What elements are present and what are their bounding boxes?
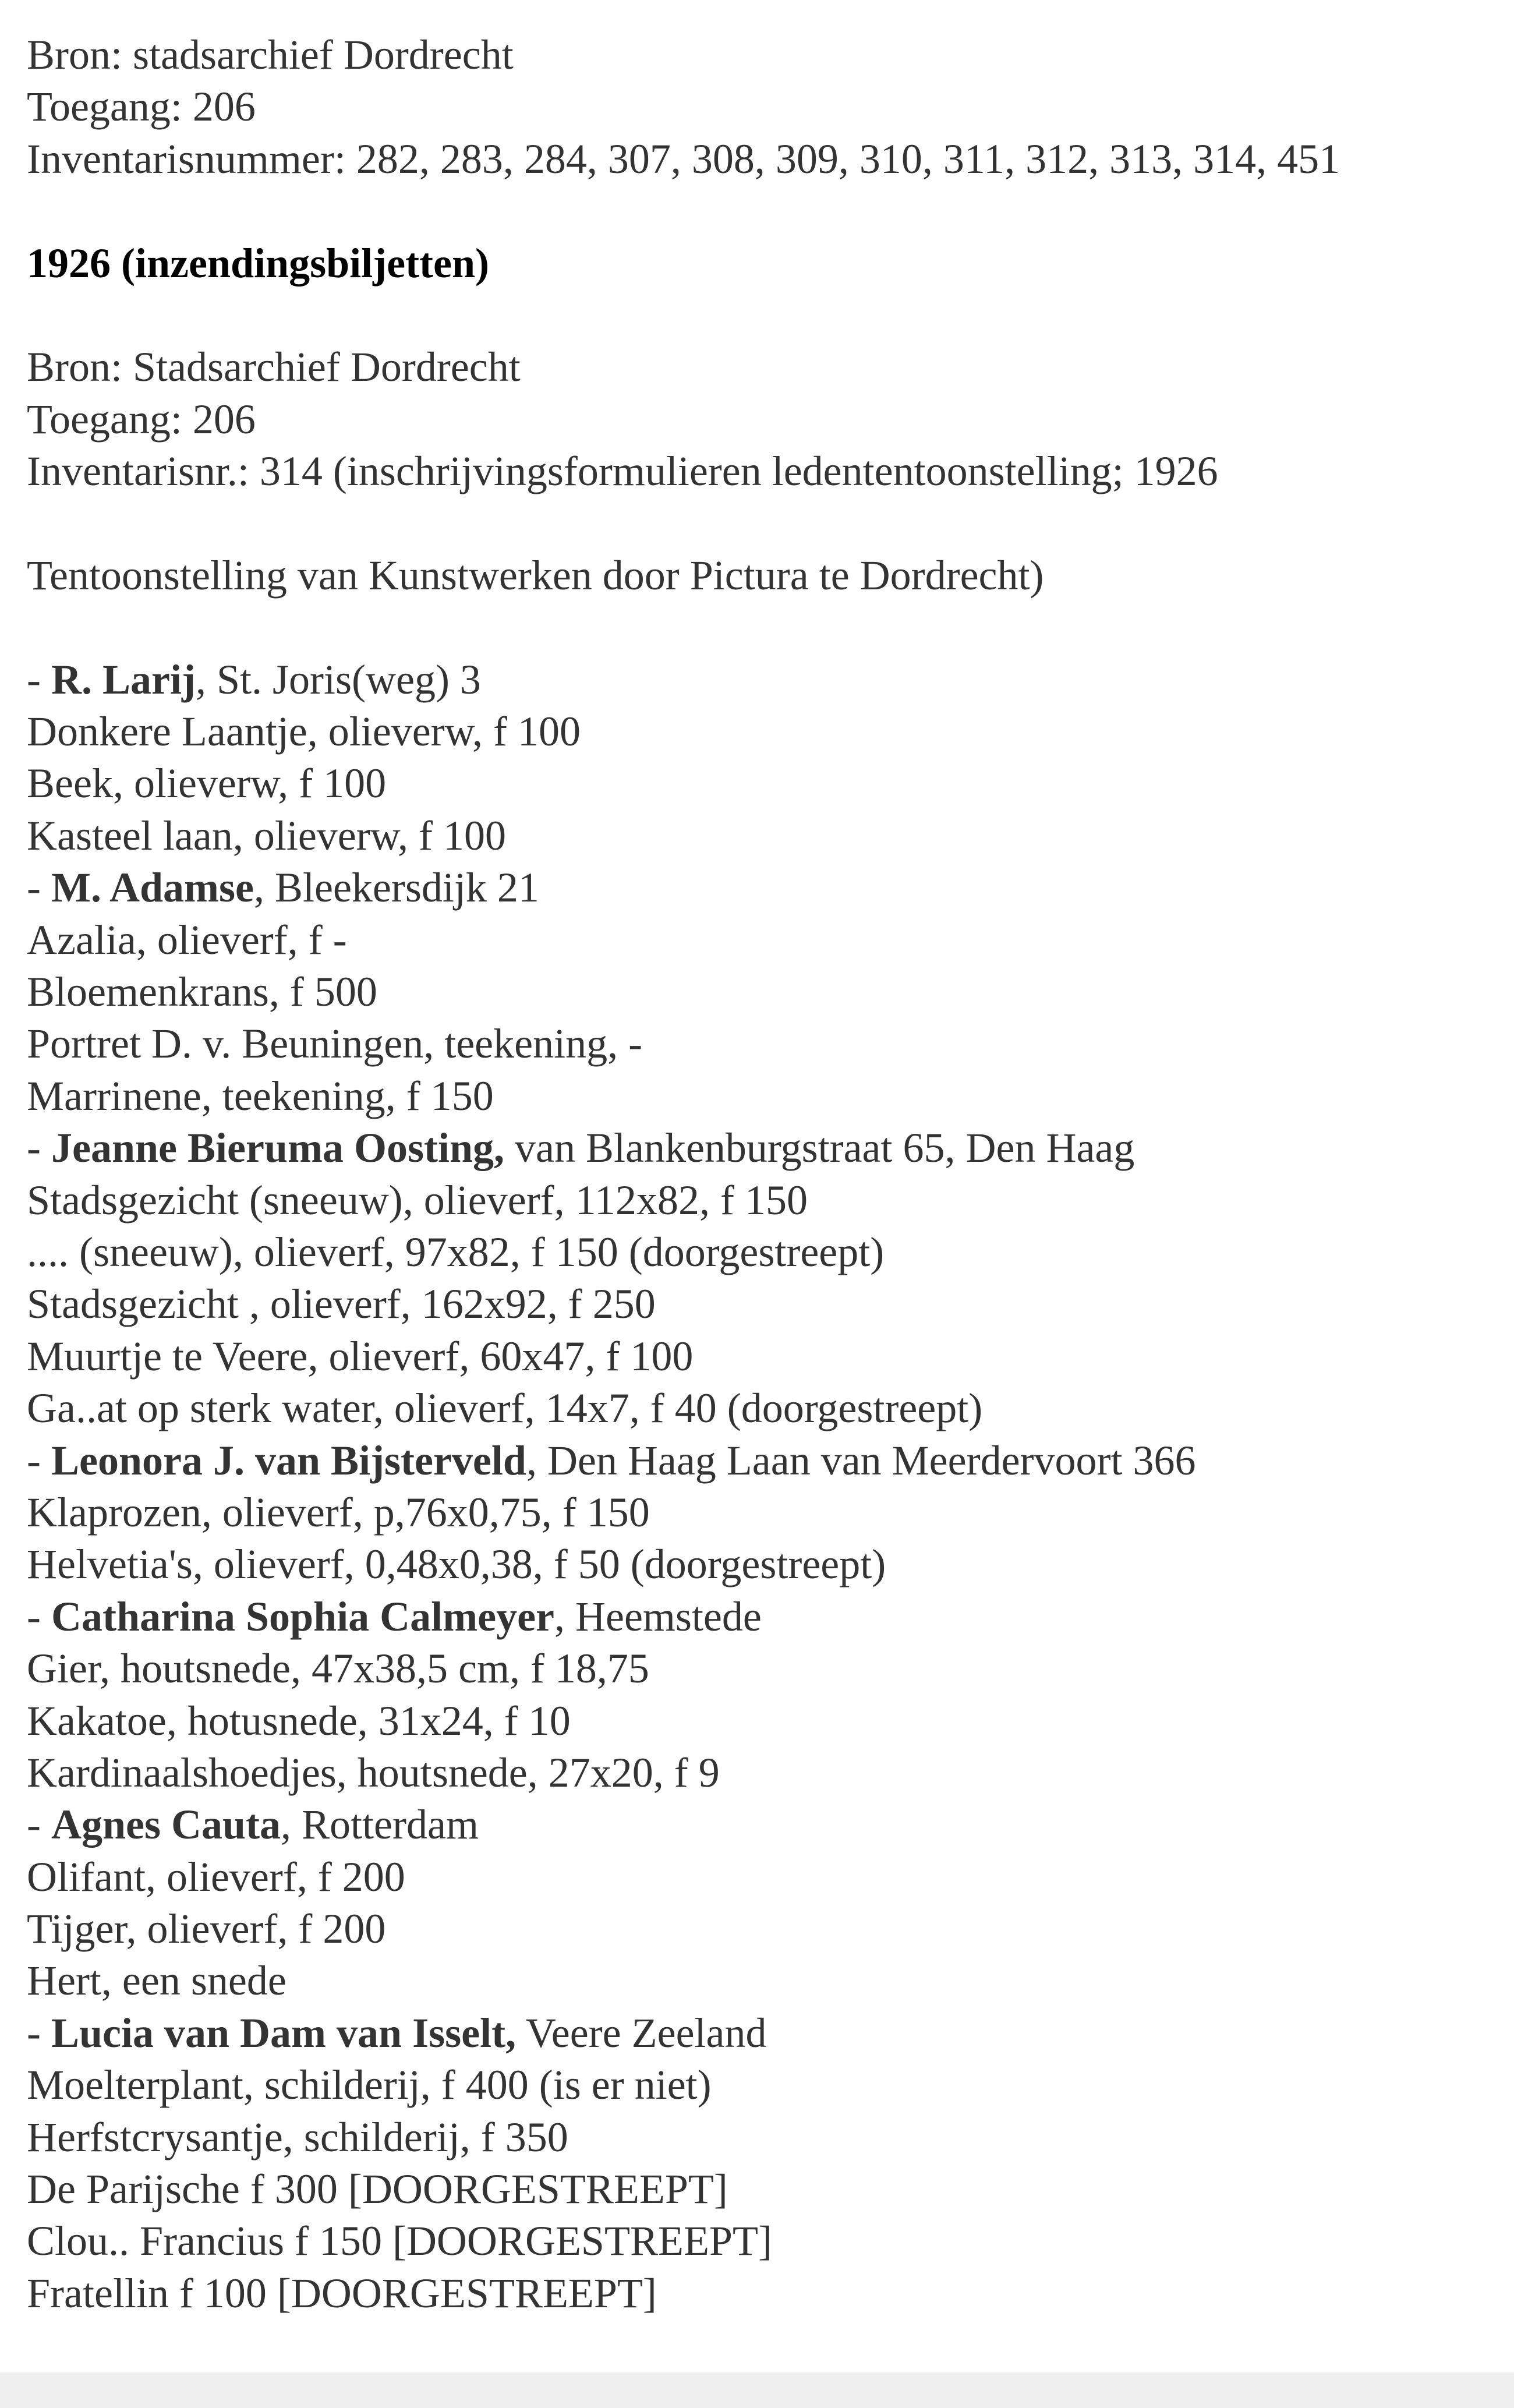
artist-address: , Bleekersdijk 21 — [253, 864, 539, 911]
artwork-line: Kasteel laan, olieverw, f 100 — [27, 812, 507, 859]
artist-entry — [27, 862, 1494, 914]
artwork-line: Kakatoe, hotusnede, 31x24, f 10 — [27, 1697, 571, 1744]
source-line: Bron: Stadsarchief Dordrecht — [27, 344, 521, 391]
artist-entry — [27, 1799, 1494, 1851]
artist-bullet: - — [27, 1593, 51, 1640]
artist-bullet: - — [27, 656, 51, 703]
artist-name: Agnes Cauta — [51, 1801, 281, 1848]
artwork-line: Marrinene, teekening, f 150 — [27, 1072, 494, 1119]
blank-line — [27, 602, 1494, 653]
artist-address: , Rotterdam — [281, 1801, 479, 1848]
artwork-line: Donkere Laantje, olieverw, f 100 — [27, 708, 581, 755]
artist-entry — [27, 1122, 1494, 1174]
artist-address: , St. Joris(weg) 3 — [195, 656, 481, 703]
section-heading: 1926 (inzendingsbiljetten) — [27, 239, 490, 287]
artist-entry — [27, 2007, 1494, 2059]
artwork-line: Herfstcrysantje, schilderij, f 350 — [27, 2113, 568, 2161]
artist-bullet: - — [27, 2009, 51, 2056]
artwork-line: Klaprozen, olieverf, p,76x0,75, f 150 — [27, 1488, 650, 1536]
artist-name: Jeanne Bieruma Oosting, — [51, 1125, 504, 1172]
bottom-scroll-area — [0, 2372, 1514, 2408]
artwork-line: Azalia, olieverf, f - — [27, 916, 347, 963]
artwork-line: Fratellin f 100 [DOORGESTREEPT] — [27, 2269, 657, 2317]
artwork-line: Olifant, olieverf, f 200 — [27, 1853, 405, 1900]
artist-address: Veere Zeeland — [516, 2009, 767, 2056]
artwork-line: Clou.. Francius f 150 [DOORGESTREEPT] — [27, 2218, 772, 2265]
artist-address: van Blankenburgstraat 65, Den Haag — [504, 1125, 1135, 1172]
artist-address: , Den Haag Laan van Meerdervoort 366 — [526, 1437, 1196, 1484]
artwork-line: Beek, olieverw, f 100 — [27, 760, 387, 807]
artwork-line: Ga..at op sterk water, olieverf, 14x7, f 40 (doorgestreept) — [27, 1385, 983, 1432]
artwork-line: Hert, een snede — [27, 1957, 286, 2004]
blank-line — [27, 185, 1494, 237]
artist-address: , Heemstede — [554, 1593, 762, 1640]
artist-bullet: - — [27, 864, 51, 911]
artwork-line: Kardinaalshoedjes, houtsnede, 27x20, f 9 — [27, 1749, 720, 1796]
artist-name: Leonora J. van Bijsterveld — [51, 1437, 526, 1484]
artist-bullet: - — [27, 1125, 51, 1172]
artwork-line: Moelterplant, schilderij, f 400 (is er niet) — [27, 2062, 712, 2109]
access-line: Toegang: 206 — [27, 395, 256, 443]
artist-name: Lucia van Dam van Isselt, — [51, 2009, 517, 2056]
inventory-continuation: Tentoonstelling van Kunstwerken door Pictura te Dordrecht) — [27, 551, 1044, 599]
artist-bullet: - — [27, 1437, 51, 1484]
artwork-line: Tijger, olieverf, f 200 — [27, 1905, 386, 1953]
artwork-line: Gier, houtsnede, 47x38,5 cm, f 18,75 — [27, 1645, 649, 1692]
artwork-line: .... (sneeuw), olieverf, 97x82, f 150 (doorgestreept) — [27, 1228, 885, 1275]
source-line: Bron: stadsarchief Dordrecht — [27, 31, 514, 78]
artwork-line: Helvetia's, olieverf, 0,48x0,38, f 50 (doorgestreept) — [27, 1541, 886, 1588]
artist-name: M. Adamse — [51, 864, 254, 911]
artist-entry — [27, 1591, 1494, 1643]
artwork-line: Bloemenkrans, f 500 — [27, 968, 377, 1016]
artwork-line: Stadsgezicht , olieverf, 162x92, f 250 — [27, 1281, 656, 1328]
blank-line — [27, 289, 1494, 341]
entries-list — [27, 654, 1494, 2320]
artwork-line: Stadsgezicht (sneeuw), olieverf, 112x82, f 150 — [27, 1176, 808, 1224]
inventory-line: Inventarisnr.: 314 (inschrijvingsformulieren ledententoonstelling; 1926 — [27, 448, 1218, 495]
artist-name: Catharina Sophia Calmeyer — [51, 1593, 554, 1640]
access-line: Toegang: 206 — [27, 83, 256, 130]
blank-line — [27, 498, 1494, 550]
document-body — [27, 29, 1494, 2319]
artist-bullet: - — [27, 1801, 51, 1848]
artwork-line: Portret D. v. Beuningen, teekening, - — [27, 1020, 643, 1067]
inventory-line: Inventarisnummer: 282, 283, 284, 307, 308, 309, 310, 311, 312, 313, 314, 451 — [27, 135, 1340, 182]
artwork-line: De Parijsche f 300 [DOORGESTREEPT] — [27, 2166, 728, 2213]
artist-entry — [27, 654, 1494, 706]
artist-name: R. Larij — [51, 656, 196, 703]
artwork-line: Muurtje te Veere, olieverf, 60x47, f 100 — [27, 1332, 694, 1380]
artist-entry — [27, 1435, 1494, 1487]
